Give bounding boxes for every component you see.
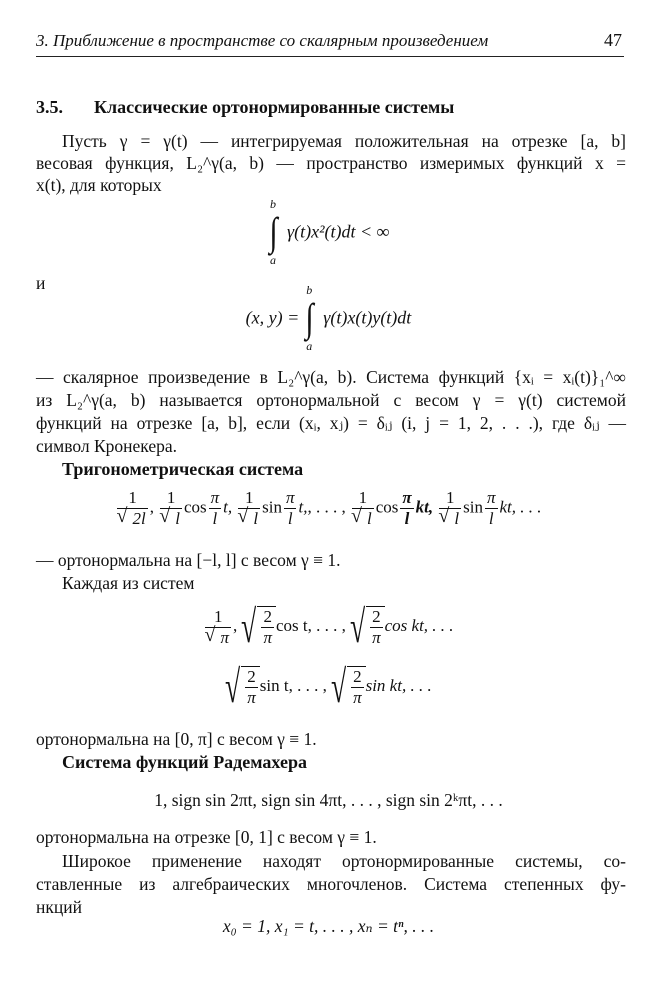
paragraph-line: символ Кронекера.: [36, 436, 178, 456]
fraction: 1 √ π: [205, 607, 231, 648]
sqrt: √ $\frac{2}{\pi}$: [350, 606, 385, 648]
paragraph-line: — скалярное произведение в L₂^γ(a, b). Система функций {xᵢ = xᵢ(t)}₁^∞: [36, 367, 626, 387]
paragraph-line: ортонормальна на отрезке [0, 1] с весом γ ≡ 1.: [36, 827, 377, 847]
fraction: $\frac{\pi}{l}$: [210, 488, 220, 528]
inner-product-formula: [0, 284, 657, 356]
paragraph-line: весовая функция, L₂^γ(a, b) — пространство измеримых функций x =: [36, 153, 626, 173]
fraction: 1 √ 2l: [117, 488, 147, 529]
formula-lhs: (x, y) =: [245, 307, 300, 328]
cos-system-formula: 1 √ π , √ $\frac{2}{\pi}$ cos t, . . . , √ $\frac{2}{\pi}$ cos kt, . . .: [0, 606, 657, 660]
paragraph-line: Каждая из систем: [62, 573, 195, 593]
integral-sign: b ∫ a: [305, 283, 314, 353]
fraction: 1 √ l: [439, 488, 461, 529]
paragraph-line: нкций: [36, 897, 82, 917]
running-header: [36, 30, 624, 57]
sqrt: √ $\frac{2}{\pi}$: [225, 666, 260, 708]
integral-formula: [0, 198, 657, 268]
paragraph-line: Широкое применение находят ортонормированные системы, со-: [62, 851, 626, 871]
section-number: 3.5.: [36, 97, 63, 117]
conjunction: и: [36, 273, 46, 293]
sin-system-formula: √ $\frac{2}{\pi}$ sin t, . . . , √ $\frac{2}{\pi}$ sin kt, . . .: [225, 661, 432, 712]
subheading-trig: Тригонометрическая система: [62, 459, 304, 479]
powers-formula: x₀ = 1, x₁ = t, . . . , xₙ = tⁿ, . . .: [222, 916, 435, 936]
paragraph-line: — ортонормальна на [−l, l] с весом γ ≡ 1.: [36, 550, 341, 570]
paragraph-line: ортонормальна на [0, π] с весом γ ≡ 1.: [36, 729, 317, 749]
section-heading: [36, 96, 626, 118]
fraction: 1 √ l: [238, 488, 260, 529]
paragraph-line: функций на отрезке [a, b], если (xᵢ, xⱼ) = δᵢⱼ (i, j = 1, 2, . . .), где δᵢⱼ —: [36, 413, 626, 433]
paragraph-line: из L₂^γ(a, b) называется ортонормальной с весом γ = γ(t) системой: [36, 390, 626, 410]
sqrt: √ $\frac{2}{\pi}$: [331, 666, 366, 708]
fraction: $\frac{\pi}{l}$: [486, 488, 496, 528]
section-title: Классические ортонормированные системы: [94, 97, 455, 117]
paragraph-line: x(t), для которых: [36, 175, 162, 195]
fraction: $\frac{\pi}{l}$: [402, 488, 412, 528]
trig-system-formula: 1 √ 2l , 1 √ l cos $\frac{\pi}{l}$ t, 1 √ l sin $\frac{\pi}{l}$ t,, . . . , 1 √ l cos $\frac{\pi}{l}$ kt, 1 √ l sin $\frac{\pi}{l}$ kt, . . .: [0, 488, 657, 544]
sqrt: √ $\frac{2}{\pi}$: [241, 606, 276, 648]
fraction: 1 √ l: [160, 488, 182, 529]
integrand: γ(t)x(t)y(t)dt: [323, 307, 412, 328]
paragraph-line: ставленные из алгебраических многочленов. Система степенных фу-: [36, 874, 626, 894]
fraction: $\frac{\pi}{l}$: [285, 488, 295, 528]
fraction: 1 √ l: [352, 488, 374, 529]
integral-sign: b ∫ a: [268, 197, 278, 267]
chapter-title: 3. Приближение в пространстве со скалярным произведением: [36, 31, 489, 50]
page-number: 47: [604, 30, 622, 50]
rademacher-formula: 1, sign sin 2πt, sign sin 4πt, . . . , sign sin 2ᵏπt, . . .: [154, 790, 503, 810]
integrand: γ(t)x²(t)dt < ∞: [287, 221, 390, 242]
paragraph-line: Пусть γ = γ(t) — интегрируемая положительная на отрезке [a, b]: [62, 131, 626, 151]
subheading-rademacher: Система функций Радемахера: [62, 752, 307, 772]
